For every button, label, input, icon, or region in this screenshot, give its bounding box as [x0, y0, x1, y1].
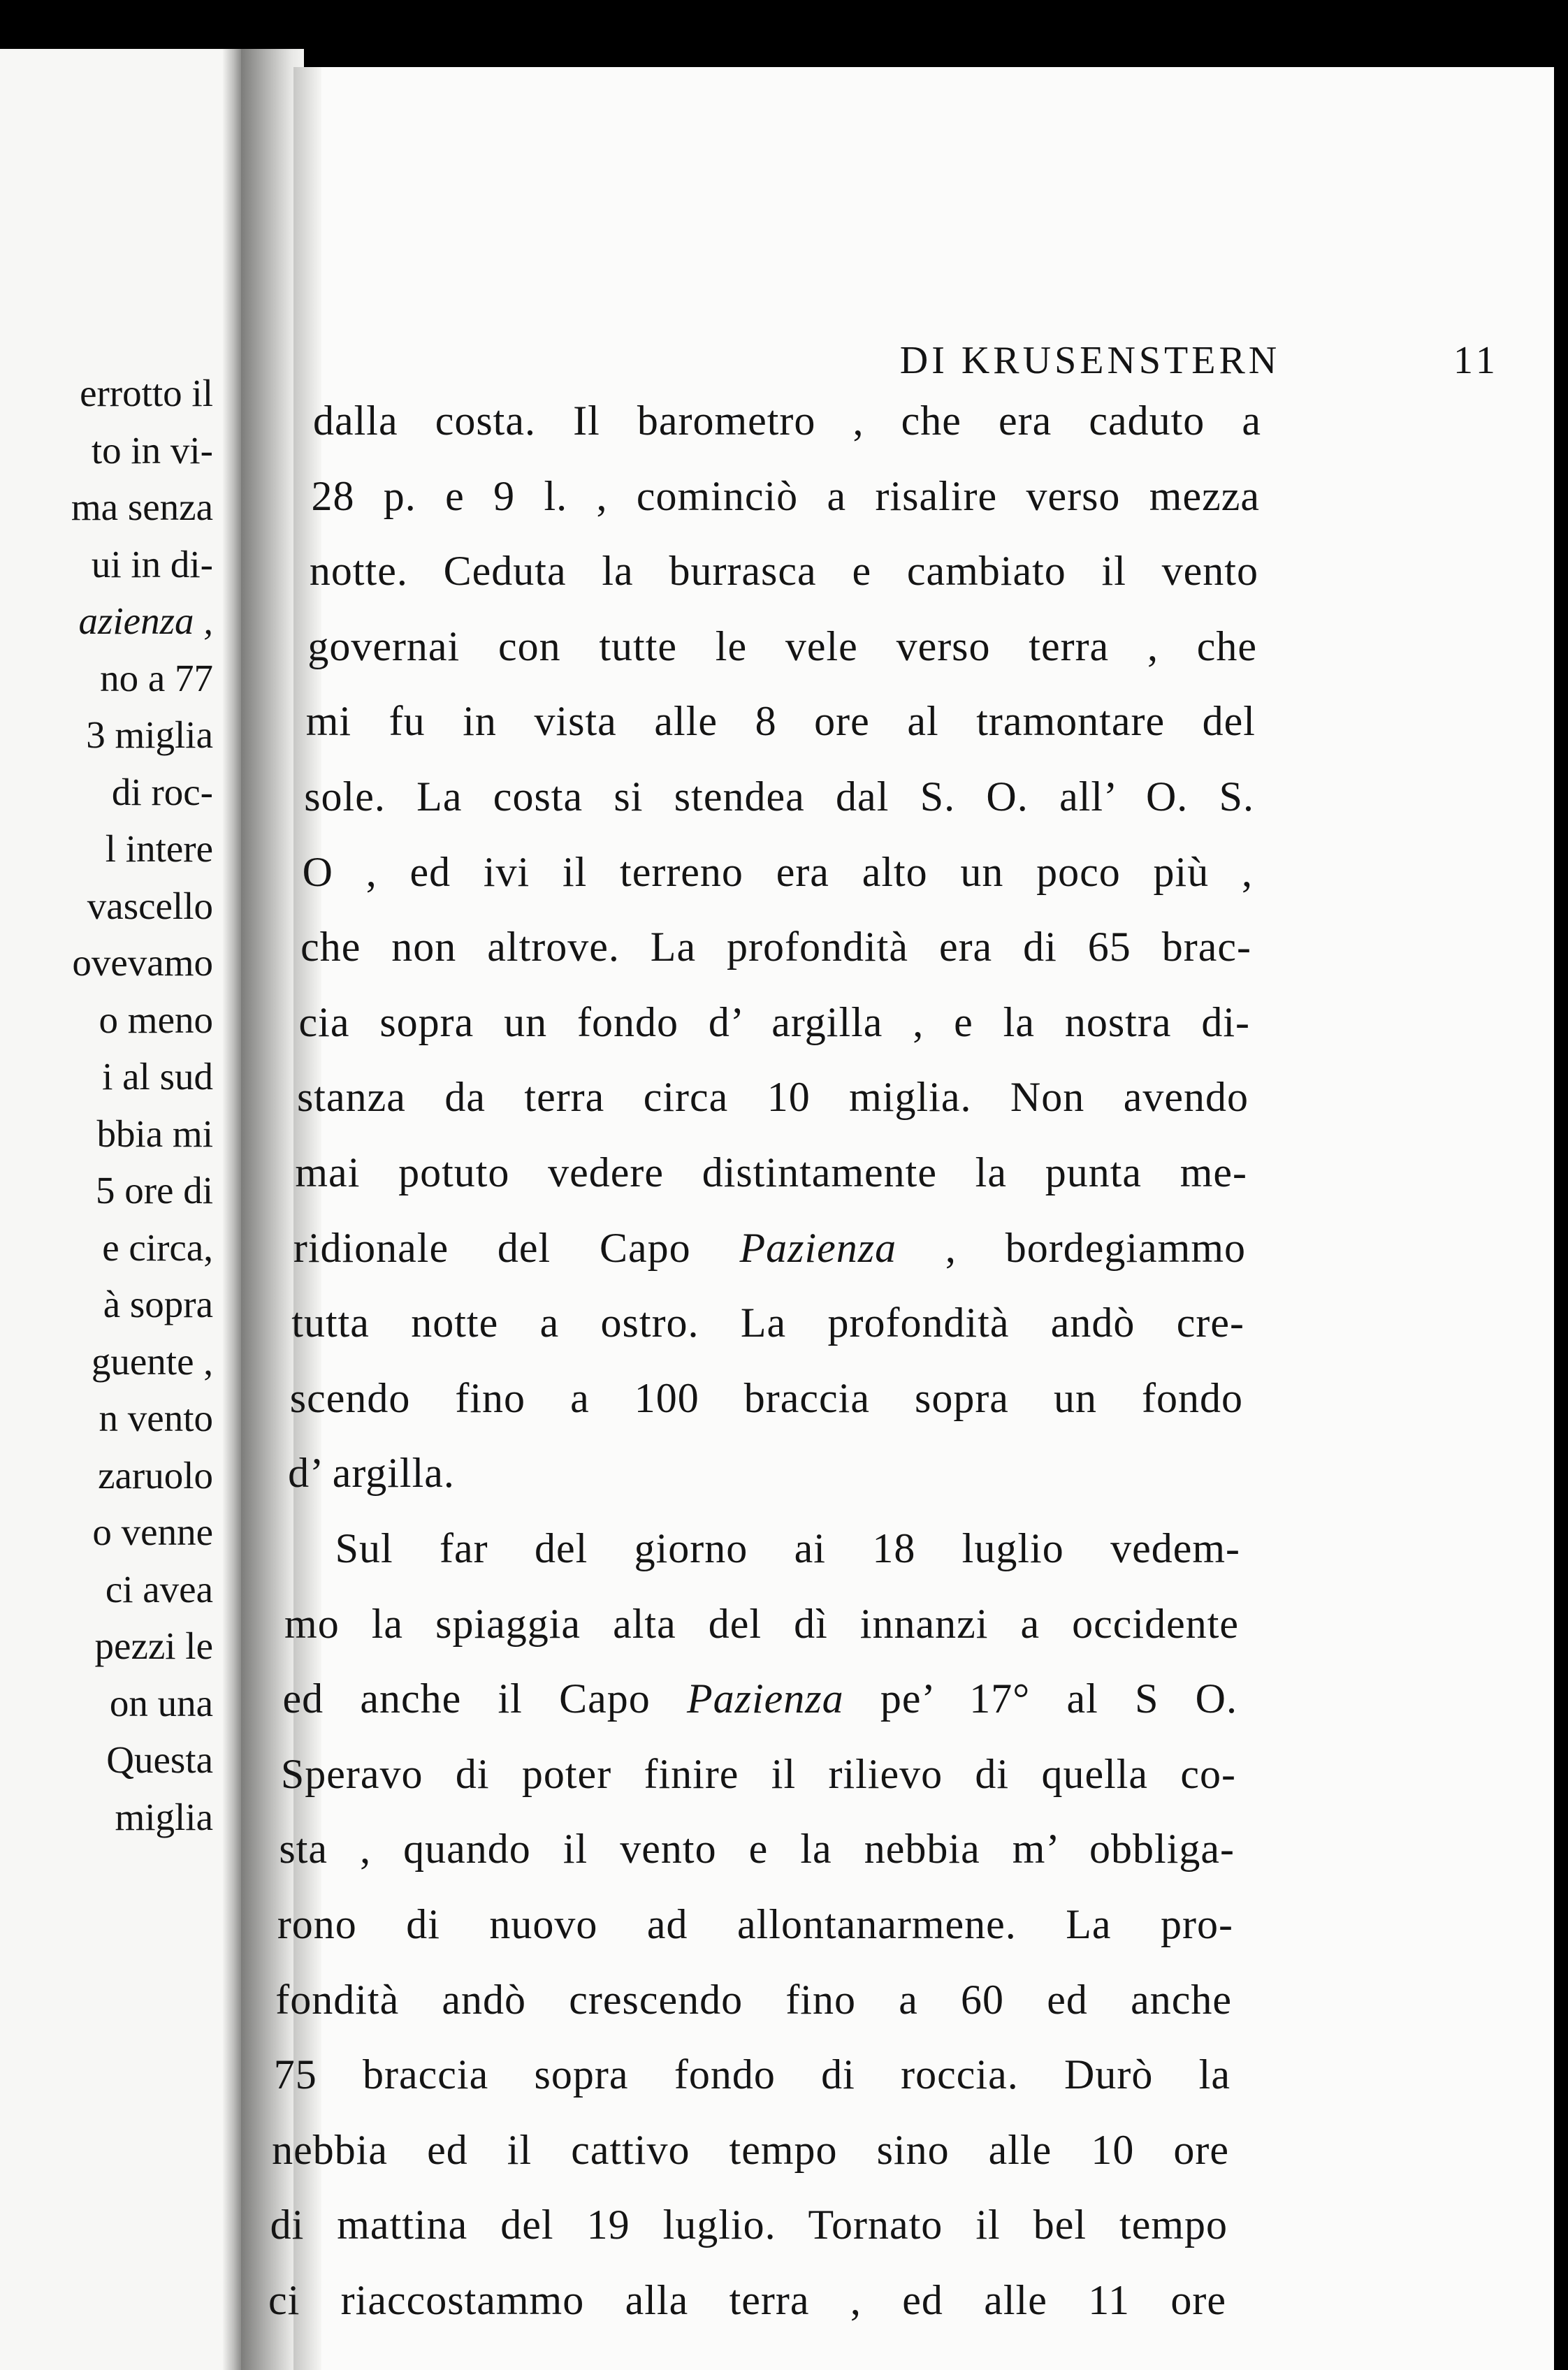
left-page-line: vascello — [87, 884, 213, 927]
left-page-line: no a 77 — [100, 656, 213, 699]
left-page-line: o meno — [99, 998, 213, 1041]
body-text-line: mo la spiaggia alta del dì innanzi a occidente — [284, 1600, 1239, 1647]
left-page-fold-shadow — [223, 49, 241, 2370]
body-text-line: 28 p. e 9 l. , cominciò a risalire verso mezza — [311, 472, 1260, 519]
left-page-line: on una — [109, 1681, 213, 1724]
body-text-line: 75 braccia sopra fondo di roccia. Durò la — [273, 2051, 1231, 2098]
left-page-line: di roc- — [111, 770, 213, 813]
body-text-line: ci riaccostammo alla terra , ed alle 11 ore — [268, 2277, 1226, 2323]
left-page-line: Questa — [106, 1738, 213, 1781]
left-page-line: bbia mi — [96, 1112, 213, 1155]
left-page-line: pezzi le — [94, 1624, 213, 1667]
body-text-line: governai con tutte le vele verso terra , che — [307, 623, 1257, 669]
left-page-line: à sopra — [103, 1283, 213, 1325]
left-page-line: ui in di- — [91, 542, 213, 586]
left-page-line: l intere — [105, 827, 213, 870]
body-text-line: sta , quando il vento e la nebbia m’ obbliga- — [279, 1826, 1235, 1873]
body-text-line: fondità andò crescendo fino a 60 ed anche — [275, 1976, 1232, 2023]
body-text-line: Speravo di poter finire il rilievo di quella co- — [280, 1750, 1236, 1797]
left-page-line: errotto il — [80, 372, 213, 414]
body-text-line: d’ argilla. — [288, 1450, 455, 1497]
left-page-line: ma senza — [71, 486, 213, 528]
body-text-line: scendo fino a 100 braccia sopra un fondo — [289, 1374, 1243, 1421]
left-page-line: ci avea — [105, 1567, 213, 1611]
left-page-line: to in vi- — [91, 428, 213, 472]
left-page — [0, 49, 241, 2370]
left-page-line: ovevamo — [72, 941, 213, 984]
left-page-line: n vento — [99, 1397, 213, 1439]
body-text-line: stanza da terra circa 10 miglia. Non avendo — [296, 1074, 1249, 1121]
left-page-line: 3 miglia — [86, 713, 213, 756]
body-text-line: notte. Ceduta la burrasca e cambiato il vento — [309, 548, 1258, 595]
body-text-line: che non altrove. La profondità era di 65 brac- — [300, 924, 1251, 970]
body-text-line: sole. La costa si stendea dal S. O. all’ O. S. — [304, 773, 1254, 820]
body-text-line: O , ed ivi il terreno era alto un poco più , — [302, 848, 1253, 895]
line-segment: ed anche il Capo — [282, 1675, 687, 1722]
left-page-line: miglia — [115, 1795, 213, 1838]
left-page-line: o venne — [92, 1511, 213, 1553]
body-text-line: nebbia ed il cattivo tempo sino alle 10 ore — [272, 2126, 1229, 2173]
body-text-line: rono di nuovo ad allontanarmene. La pro- — [277, 1901, 1233, 1947]
left-page-line: i al sud — [102, 1055, 213, 1098]
line-segment: ridionale del Capo — [293, 1224, 740, 1271]
left-page-line: e circa, — [102, 1226, 213, 1269]
place-name-italic: Pazienza — [739, 1224, 897, 1271]
body-text-line: Sul far del giorno ai 18 luglio vedem- — [335, 1525, 1240, 1571]
body-text-line: dalla costa. Il barometro , che era caduto a — [313, 398, 1261, 444]
line-segment: pe’ 17° al S O. — [843, 1675, 1238, 1722]
body-text-line: tutta notte a ostro. La profondità andò cre- — [291, 1300, 1244, 1346]
place-name-italic: Pazienza — [686, 1675, 844, 1722]
scan-border-top — [0, 0, 1568, 49]
body-text-line — [282, 1672, 1237, 1725]
left-page-line: guente , — [91, 1339, 213, 1383]
right-page — [268, 67, 1554, 2370]
body-text-line — [293, 1221, 1246, 1274]
line-segment: , bordegiammo — [896, 1224, 1246, 1271]
body-text-line: di mattina del 19 luglio. Tornato il bel tempo — [270, 2202, 1228, 2248]
left-page-line: azienza , — [78, 599, 213, 642]
body-text-line: cia sopra un fondo d’ argilla , e la nostra di- — [298, 998, 1250, 1045]
body-text-line: mai potuto vedere distintamente la punta me- — [295, 1149, 1247, 1195]
running-head: DI KRUSENSTERN — [899, 339, 1281, 382]
left-page-line: 5 ore di — [95, 1169, 213, 1212]
left-page-line: zaruolo — [98, 1453, 213, 1497]
body-text-line: mi fu in vista alle 8 ore al tramontare del — [305, 698, 1256, 745]
page-number: 11 — [1453, 339, 1500, 382]
